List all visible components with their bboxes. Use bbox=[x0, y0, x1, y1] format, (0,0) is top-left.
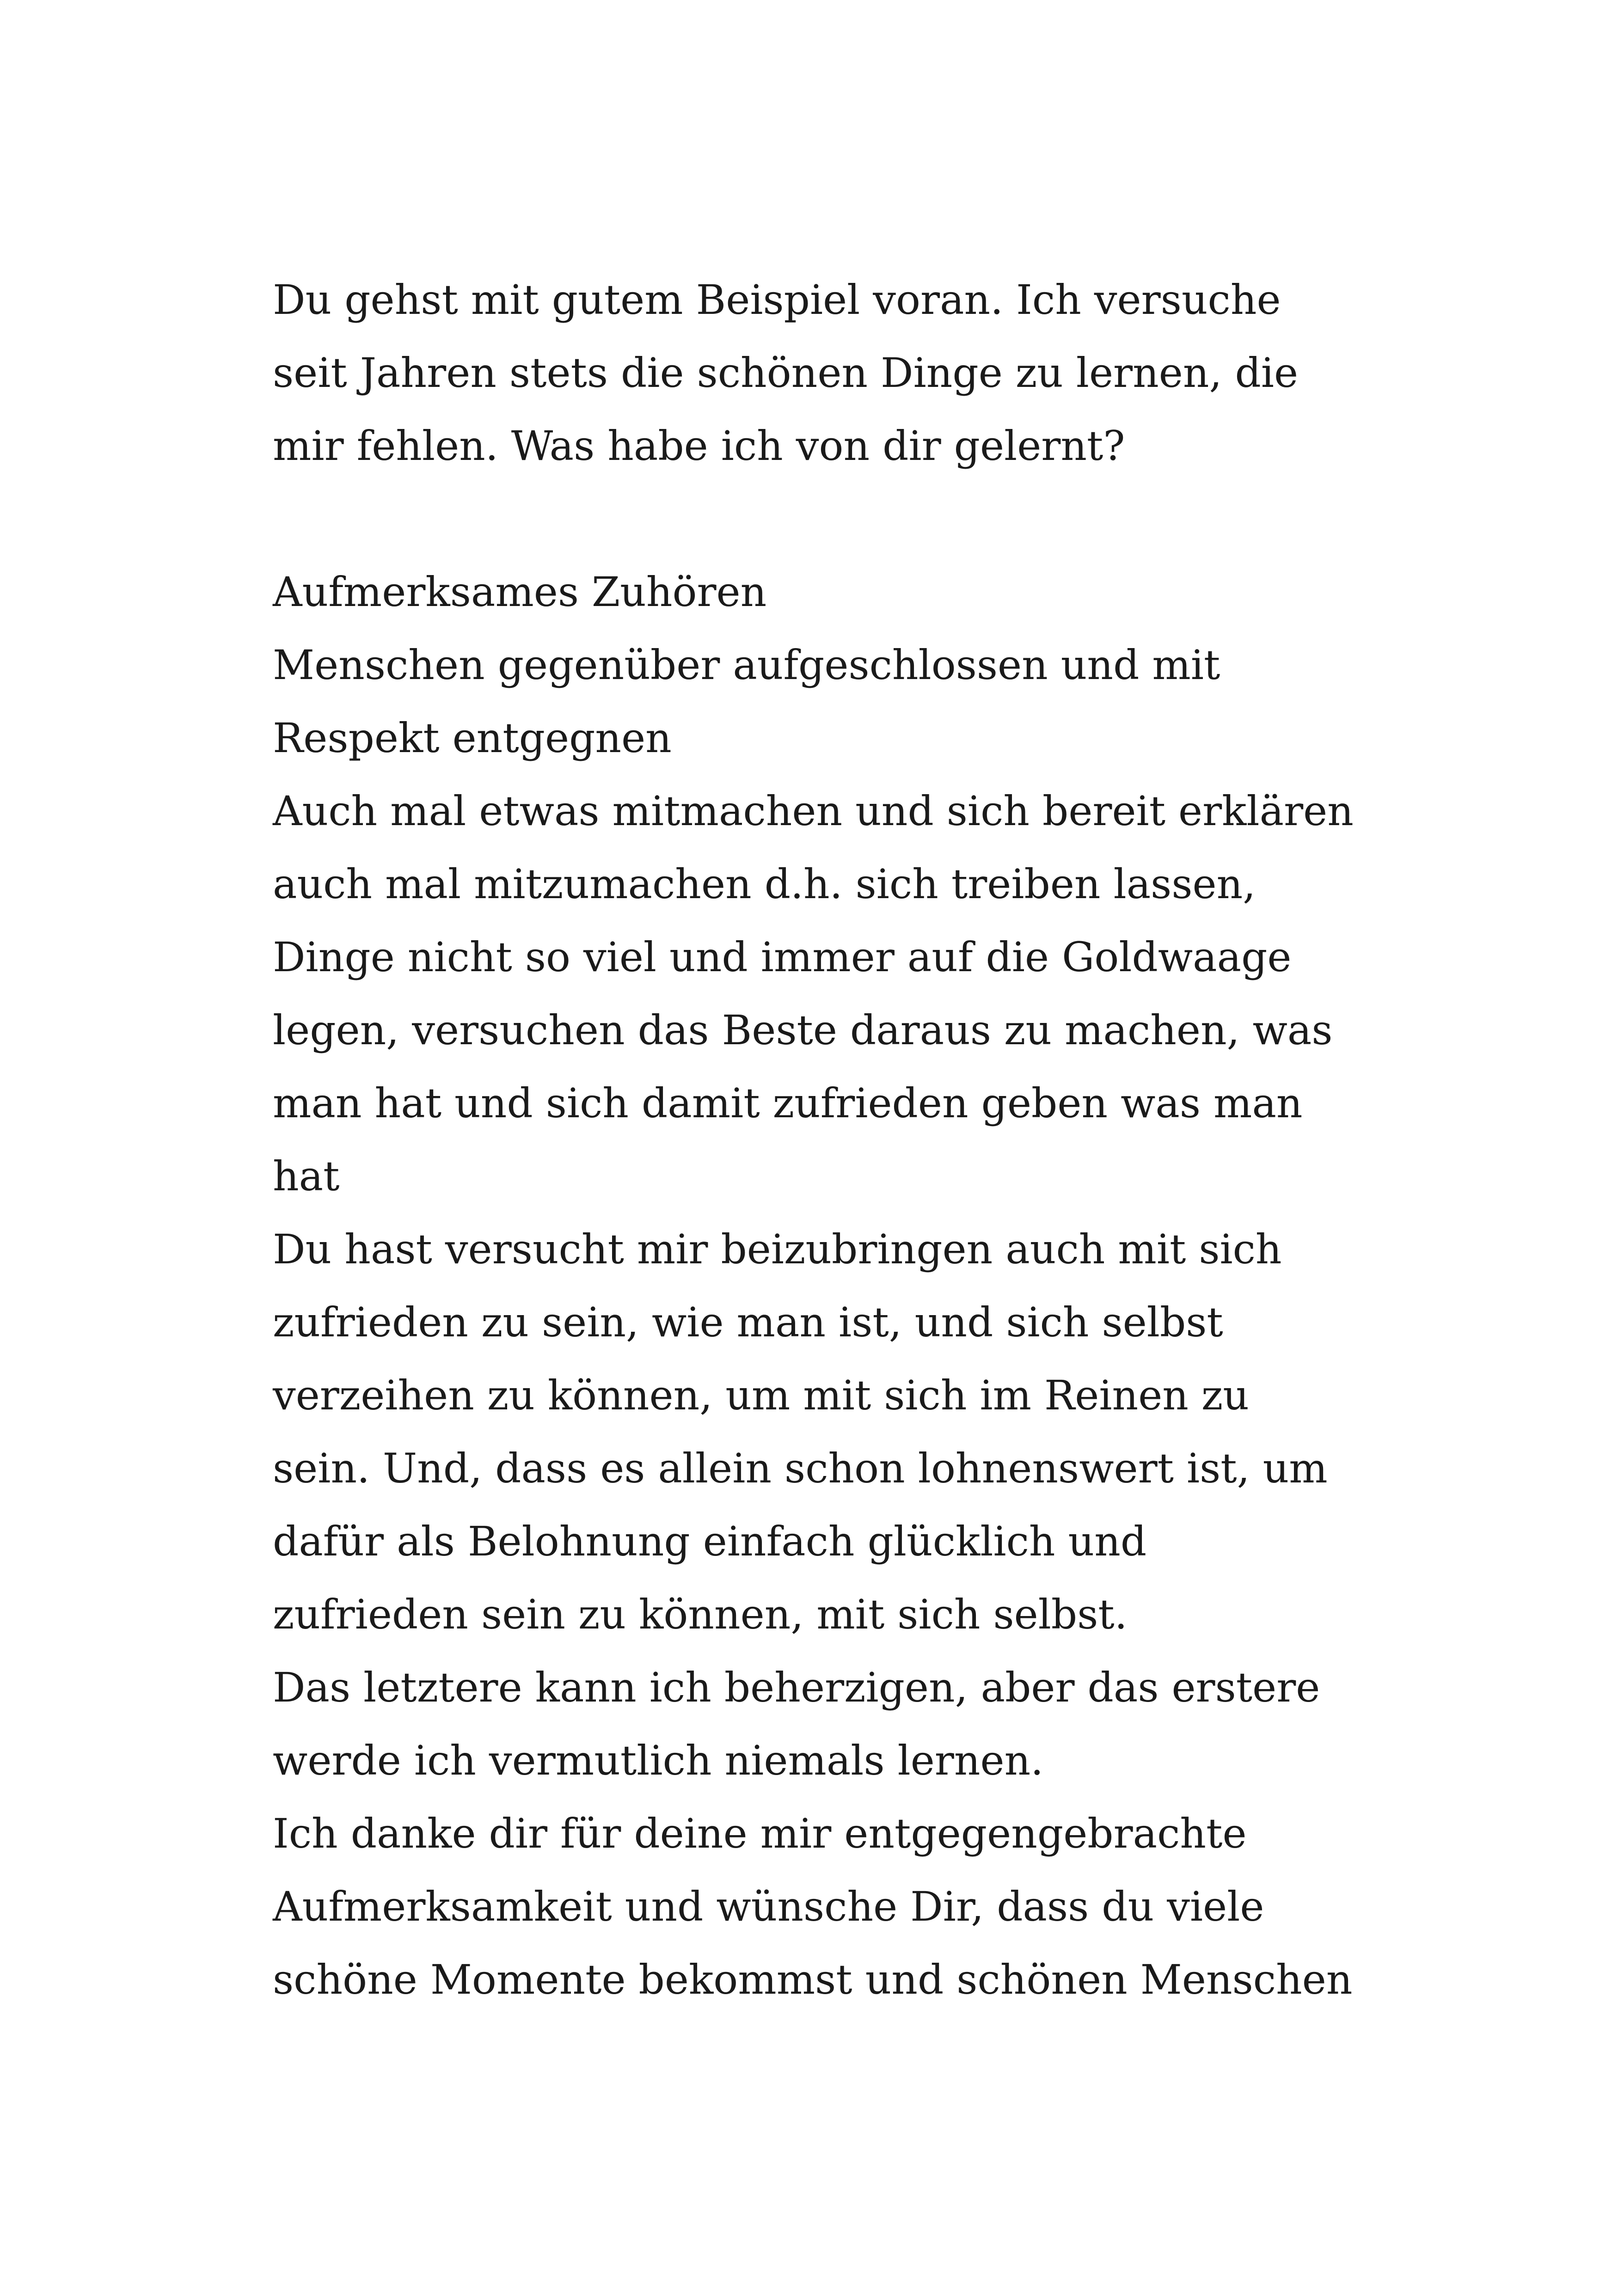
text-line: legen, versuchen das Beste daraus zu machen, was bbox=[273, 1006, 1333, 1054]
text-line: Das letztere kann ich beherzigen, aber das erstere bbox=[273, 1664, 1320, 1711]
text-line: hat bbox=[273, 1152, 340, 1200]
text-line: werde ich vermutlich niemals lernen. bbox=[273, 1737, 1044, 1784]
text-line: auch mal mitzumachen d.h. sich treiben lassen, bbox=[273, 860, 1256, 908]
text-line: Menschen gegenüber aufgeschlossen und mit bbox=[273, 641, 1220, 689]
text-line: mir fehlen. Was habe ich von dir gelernt? bbox=[273, 422, 1125, 470]
text-line: seit Jahren stets die schönen Dinge zu lernen, die bbox=[273, 349, 1299, 397]
text-line: Dinge nicht so viel und immer auf die Goldwaage bbox=[273, 933, 1292, 981]
paragraph-gap bbox=[273, 483, 1382, 556]
text-line: Ich danke dir für deine mir entgegengebrachte bbox=[273, 1810, 1247, 1857]
text-line: dafür als Belohnung einfach glücklich und bbox=[273, 1518, 1147, 1565]
text-line: zufrieden zu sein, wie man ist, und sich selbst bbox=[273, 1298, 1223, 1346]
text-line: sein. Und, dass es allein schon lohnenswert ist, um bbox=[273, 1445, 1328, 1492]
text-line: schöne Momente bekommst und schönen Menschen bbox=[273, 1956, 1353, 2003]
text-line: zufrieden sein zu können, mit sich selbst. bbox=[273, 1591, 1128, 1638]
text-line: Aufmerksames Zuhören bbox=[273, 568, 767, 616]
document-text bbox=[273, 263, 1382, 2016]
text-line: Respekt entgegnen bbox=[273, 714, 672, 762]
text-line: Auch mal etwas mitmachen und sich bereit erklären bbox=[273, 787, 1354, 835]
text-line: Du hast versucht mir beizubringen auch mit sich bbox=[273, 1225, 1282, 1273]
text-line: Aufmerksamkeit und wünsche Dir, dass du viele bbox=[273, 1883, 1264, 1930]
text-line: verzeihen zu können, um mit sich im Reinen zu bbox=[273, 1371, 1249, 1419]
text-line: Du gehst mit gutem Beispiel voran. Ich versuche bbox=[273, 276, 1281, 324]
text-line: man hat und sich damit zufrieden geben was man bbox=[273, 1079, 1303, 1127]
